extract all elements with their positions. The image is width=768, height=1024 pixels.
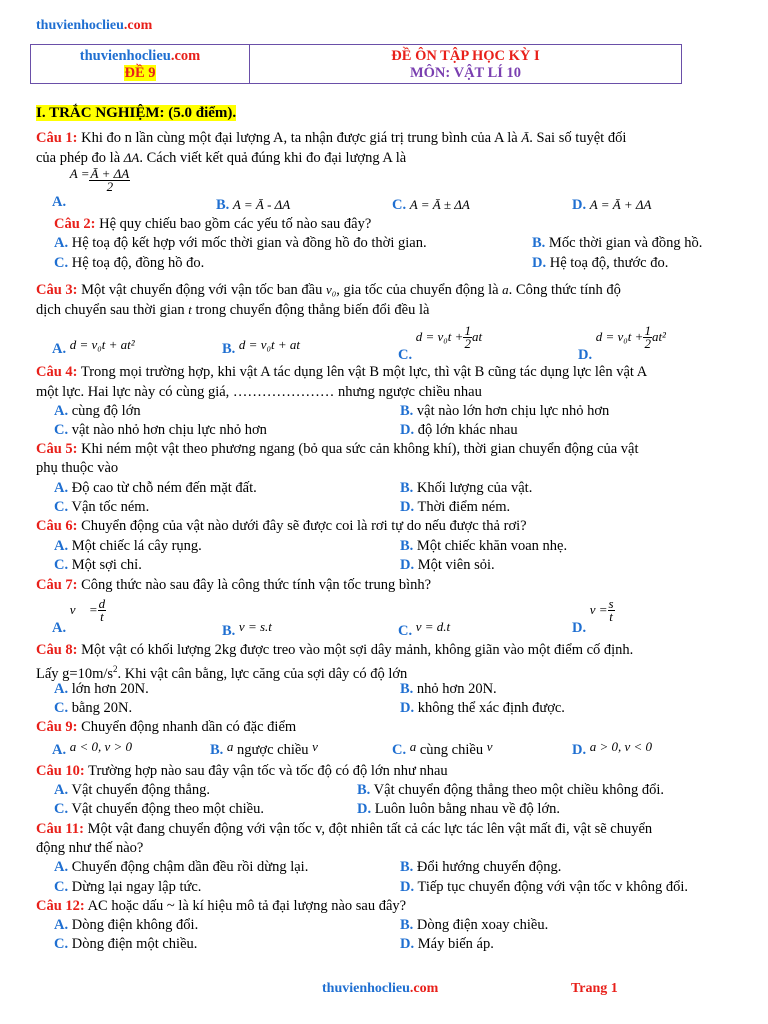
- q2-option-d[interactable]: D. Hệ toạ độ, thước đo.: [532, 255, 669, 271]
- exam-number: ĐỀ 9: [124, 65, 156, 81]
- q8-option-d[interactable]: D. không thể xác định được.: [400, 700, 565, 716]
- q7-option-a[interactable]: A. v⃗ = $\frac{d}{t}$: [52, 596, 106, 636]
- q2-option-a[interactable]: A. Hệ toạ độ kết hợp với mốc thời gian và đồng hồ đo thời gian.: [54, 235, 427, 251]
- q9-option-d[interactable]: D. a > 0, v < 0: [572, 739, 653, 758]
- q4-option-b[interactable]: B. vật nào lớn hơn chịu lực nhỏ hơn: [400, 403, 610, 419]
- q1-option-b[interactable]: B. A = Ā - ΔA: [216, 197, 291, 213]
- q12-option-a[interactable]: A. Dòng điện không đổi.: [54, 917, 199, 933]
- question-8: Câu 8: Một vật có khối lượng 2kg được treo vào một sợi dây mảnh, không giãn vào một điểm cố định.: [36, 642, 634, 658]
- header-right: [250, 45, 681, 83]
- question-5: Câu 5: Khi ném một vật theo phương ngang (bỏ qua sức cản không khí), thời gian chuyển động của vật: [36, 441, 639, 457]
- q11-option-a[interactable]: A. Chuyển động chậm dần đều rồi dừng lại.: [54, 859, 309, 875]
- q12-option-b[interactable]: B. Dòng điện xoay chiều.: [400, 917, 549, 933]
- q5-option-d[interactable]: D. Thời điểm ném.: [400, 499, 511, 515]
- q3-option-c[interactable]: C. d = v₀t + $\frac{1}{2}at$: [398, 323, 483, 363]
- question-6: Câu 6: Chuyển động của vật nào dưới đây sẽ được coi là rơi tự do nếu được thả rơi?: [36, 518, 527, 534]
- question-1: Câu 1: Khi đo n lần cùng một đại lượng A, ta nhận được giá trị trung bình của A là Ā. Sai số tuyệt đối: [36, 130, 627, 146]
- q10-option-b[interactable]: B. Vật chuyển động thẳng theo một chiều không đổi.: [357, 782, 665, 798]
- question-12: Câu 12: AC hoặc dấu ~ là kí hiệu mô tả đại lượng nào sau đây?: [36, 898, 407, 914]
- q12-option-c[interactable]: C. Dòng điện một chiều.: [54, 936, 198, 952]
- q4-option-a[interactable]: A. cùng độ lớn: [54, 403, 141, 419]
- q8-option-b[interactable]: B. nhỏ hơn 20N.: [400, 681, 497, 697]
- q6-option-d[interactable]: D. Một viên sỏi.: [400, 557, 495, 573]
- q7-option-b[interactable]: B. v = s.t: [222, 619, 272, 639]
- q3-option-b[interactable]: B. d = v₀t + at: [222, 337, 300, 357]
- question-3: Câu 3: Một vật chuyển động với vận tốc ban đầu v₀, gia tốc của chuyển động là a. Công thức tính độ: [36, 282, 621, 298]
- q11-option-c[interactable]: C. Dừng lại ngay lập tức.: [54, 879, 202, 895]
- q11-option-d[interactable]: D. Tiếp tục chuyển động với vận tốc v không đổi.: [400, 879, 689, 895]
- q1-option-d[interactable]: D. A = Ā + ΔA: [572, 197, 652, 213]
- q7-option-d[interactable]: D. v = $\frac{s}{t}$: [572, 596, 614, 636]
- q10-option-d[interactable]: D. Luôn luôn bằng nhau về độ lớn.: [357, 801, 560, 817]
- q7-option-c[interactable]: C. v = d.t: [398, 619, 451, 639]
- question-8-line2: Lấy $g=10m/s^2$. Khi vật cân bằng, lực căng của sợi dây có độ lớn: [36, 664, 408, 682]
- q6-option-b[interactable]: B. Một chiếc khăn voan nhẹ.: [400, 538, 568, 554]
- q10-option-a[interactable]: A. Vật chuyển động thẳng.: [54, 782, 211, 798]
- q2-option-b[interactable]: B. Mốc thời gian và đồng hồ.: [532, 235, 703, 251]
- site-watermark-top: thuvienhoclieu.com: [36, 18, 153, 33]
- site-watermark-bottom: thuvienhoclieu.com: [322, 981, 439, 996]
- exam-title: ĐỀ ÔN TẬP HỌC KỲ I: [391, 48, 540, 64]
- q9-option-c[interactable]: C. a cùng chiều v: [392, 739, 493, 758]
- q1-option-c[interactable]: C. A = Ā ± ΔA: [392, 197, 470, 213]
- q9-option-b[interactable]: B. a ngược chiều v: [210, 739, 318, 758]
- q8-option-a[interactable]: A. lớn hơn 20N.: [54, 681, 149, 697]
- question-5-line2: phụ thuộc vào: [36, 460, 119, 476]
- q3-option-d[interactable]: D. d = v₀t + $\frac{1}{2}at^2$: [578, 323, 666, 363]
- question-7: Câu 7: Công thức nào sau đây là công thức tính vận tốc trung bình?: [36, 577, 432, 593]
- question-9: Câu 9: Chuyển động nhanh dần có đặc điểm: [36, 719, 297, 735]
- exam-subject: MÔN: VẬT LÍ 10: [409, 65, 522, 81]
- header-left: thuvienhoclieu.com ĐỀ 9: [31, 45, 250, 83]
- q6-option-c[interactable]: C. Một sợi chỉ.: [54, 557, 142, 573]
- question-10: Câu 10: Trường hợp nào sau đây vận tốc và tốc độ có độ lớn như nhau: [36, 763, 448, 779]
- q12-option-d[interactable]: D. Máy biến áp.: [400, 936, 494, 952]
- q2-option-c[interactable]: C. Hệ toạ độ, đồng hồ đo.: [54, 255, 205, 271]
- question-4: Câu 4: Trong mọi trường hợp, khi vật A tác dụng lên vật B một lực, thì vật B cũng tác dụng lực lên vật A: [36, 364, 648, 380]
- question-3-line2: dịch chuyển sau thời gian t trong chuyển động thẳng biến đổi đều là: [36, 302, 430, 318]
- page-number: Trang 1: [571, 981, 618, 996]
- q5-option-c[interactable]: C. Vận tốc ném.: [54, 499, 150, 515]
- q5-option-a[interactable]: A. Độ cao từ chỗ ném đến mặt đất.: [54, 480, 257, 496]
- q4-option-d[interactable]: D. độ lớn khác nhau: [400, 422, 518, 438]
- q4-option-c[interactable]: C. vật nào nhỏ hơn chịu lực nhỏ hơn: [54, 422, 267, 438]
- question-1-line2: của phép đo là ΔA. Cách viết kết quả đúng khi đo đại lượng A là: [36, 150, 407, 166]
- question-2: Câu 2: Hệ quy chiếu bao gồm các yếu tố nào sau đây?: [54, 216, 372, 232]
- q10-option-c[interactable]: C. Vật chuyển động theo một chiều.: [54, 801, 264, 817]
- question-4-line2: một lực. Hai lực này có cùng giá, ………………… nhưng ngược chiều nhau: [36, 384, 482, 400]
- q11-option-b[interactable]: B. Đổi hướng chuyển động.: [400, 859, 562, 875]
- section-title: I. TRẮC NGHIỆM: (5.0 điểm).: [36, 105, 237, 121]
- exam-header: [30, 44, 682, 84]
- q1-option-a[interactable]: A. A = $\frac{Ā + \Delta A}{2}$: [52, 165, 130, 210]
- q8-option-c[interactable]: C. bằng 20N.: [54, 700, 133, 716]
- q3-option-a[interactable]: A. d = v₀t + at²: [52, 337, 135, 357]
- q9-option-a[interactable]: A. a < 0, v > 0: [52, 739, 133, 758]
- q5-option-b[interactable]: B. Khối lượng của vật.: [400, 480, 533, 496]
- q6-option-a[interactable]: A. Một chiếc lá cây rụng.: [54, 538, 202, 554]
- question-11: Câu 11: Một vật đang chuyển động với vận tốc v, đột nhiên tất cả các lực tác lên vật mất đi, vật sẽ chuyển: [36, 821, 653, 837]
- question-11-line2: động như thế nào?: [36, 840, 144, 856]
